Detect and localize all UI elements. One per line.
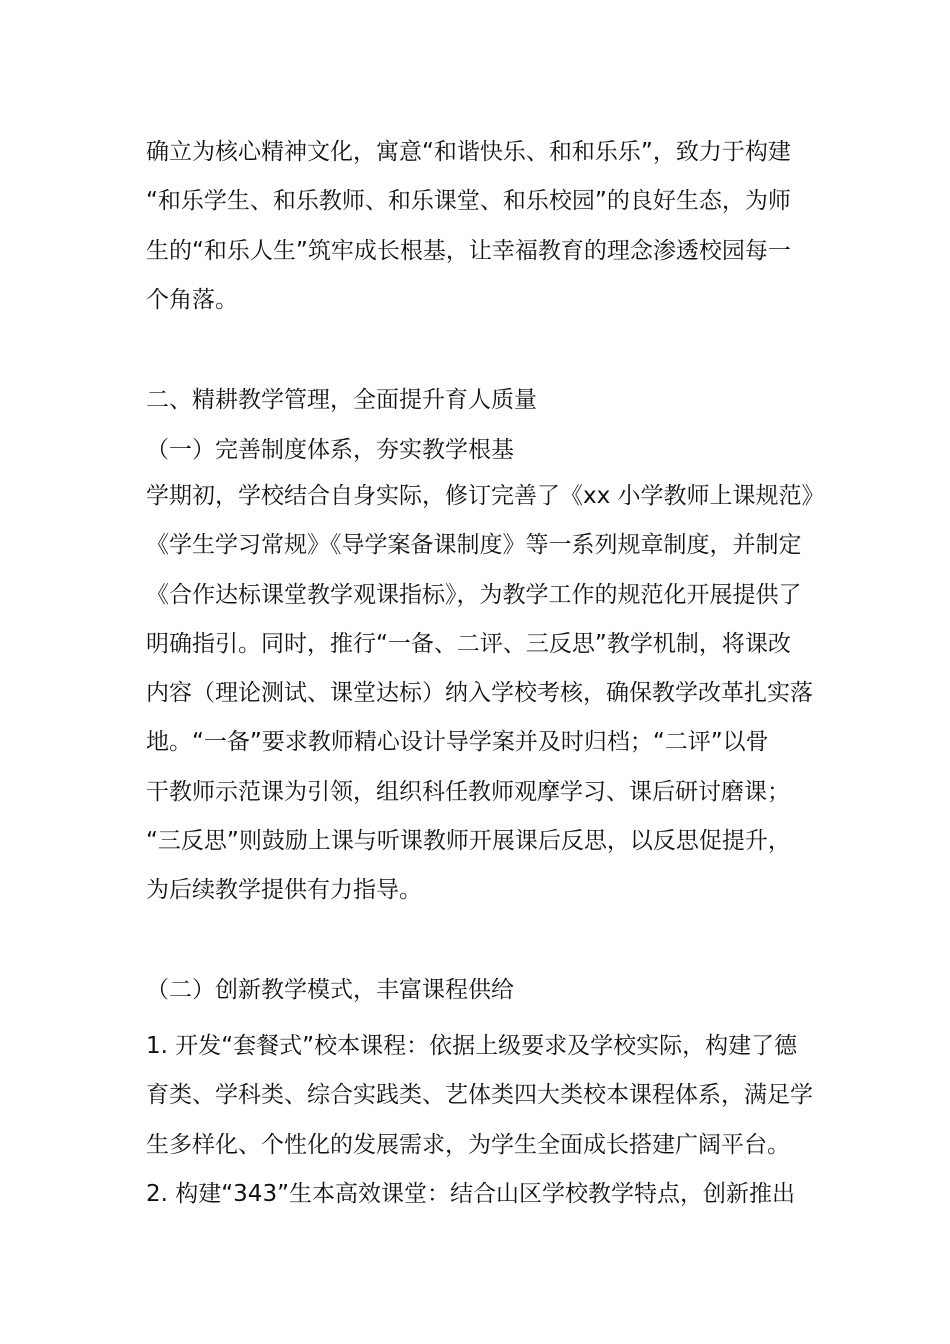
subsection-heading: （一）完善制度体系，夯实教学根基 <box>146 437 514 463</box>
text-line: 育类、学科类、综合实践类、艺体类四大类校本课程体系，满足学 <box>146 1082 813 1109</box>
text-line: 地。“一备”要求教师精心设计导学案并及时归档；“二评”以骨 <box>146 729 769 756</box>
paragraph-teaching-mode <box>146 1022 812 1219</box>
text-line: “三反思”则鼓励上课与听课教师开展课后反思，以反思促提升， <box>146 828 791 855</box>
text-line: 学期初，学校结合自身实际，修订完善了《xx 小学教师上课规范》 <box>146 483 825 509</box>
text-line: 明确指引。同时，推行“一备、二评、三反思”教学机制，将课改 <box>146 630 791 657</box>
text-line: “和乐学生、和乐教师、和乐课堂、和乐校园”的良好生态，为师 <box>146 188 791 215</box>
text-line: 《学生学习常规》《导学案备课制度》等一系列规章制度，并制定 <box>146 532 802 559</box>
text-line: 《合作达标课堂教学观课指标》，为教学工作的规范化开展提供了 <box>146 581 802 608</box>
section-heading: 二、精耕教学管理，全面提升育人质量 <box>146 387 537 413</box>
text-line: 个角落。 <box>146 286 238 313</box>
text-line: 内容（理论测试、课堂达标）纳入学校考核，确保教学改革扎实落 <box>146 680 813 707</box>
text-line: 为后续教学提供有力指导。 <box>146 877 422 904</box>
text-line: 确立为核心精神文化，寓意“和谐快乐、和和乐乐”，致力于构建 <box>146 139 791 165</box>
paragraph-core-culture <box>146 128 812 325</box>
text-line: 2. 构建“343”生本高效课堂：结合山区学校教学特点，创新推出 <box>146 1180 795 1207</box>
text-line: 生多样化、个性化的发展需求，为学生全面成长搭建广阔平台。 <box>146 1131 790 1158</box>
text-line: 1. 开发“套餐式”校本课程：依据上级要求及学校实际，构建了德 <box>146 1033 798 1059</box>
paragraph-system <box>146 472 825 916</box>
text-line: 干教师示范课为引领，组织科任教师观摩学习、课后研讨磨课； <box>146 778 790 805</box>
subsection-heading: （二）创新教学模式，丰富课程供给 <box>146 977 514 1003</box>
text-line: 生的“和乐人生”筑牢成长根基，让幸福教育的理念渗透校园每一 <box>146 237 791 264</box>
